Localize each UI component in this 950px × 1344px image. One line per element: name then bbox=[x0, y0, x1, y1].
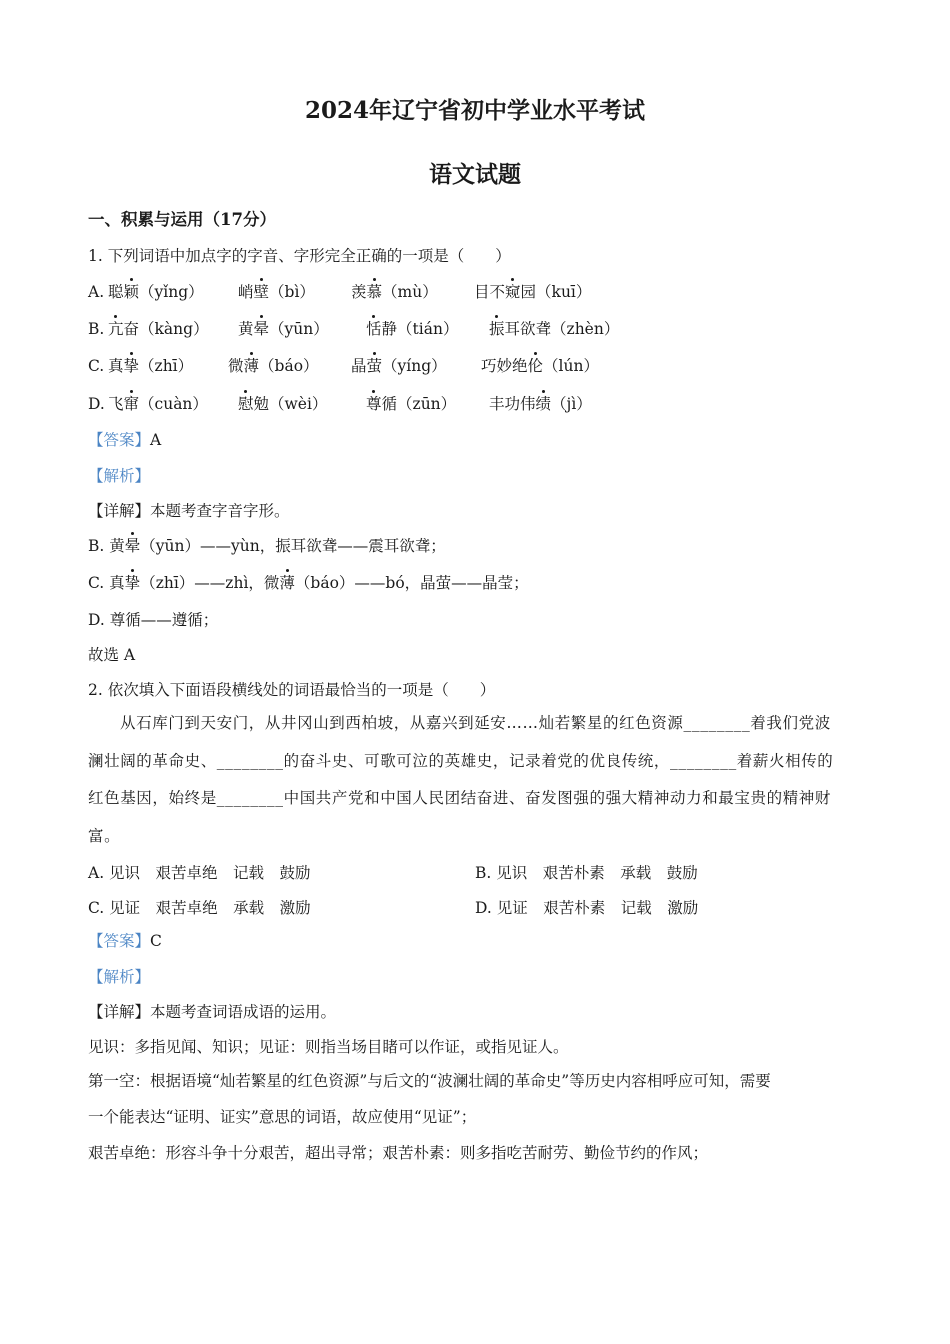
document-title: 2024年辽宁省初中学业水平考试 bbox=[304, 97, 645, 124]
q2-option-a: A. 见识 艰苦卓绝 记载 鼓励 bbox=[88, 864, 311, 882]
option-word-dot: 萤 bbox=[366, 357, 383, 375]
answer-tag: 【答案】 bbox=[88, 431, 151, 449]
question-2-stem: 2. 依次填入下面语段横线处的词语最恰当的一项是（ ） bbox=[88, 681, 496, 699]
option-word-dot: 壁 bbox=[253, 283, 270, 301]
option-label: B. bbox=[88, 320, 105, 338]
option-word-py: （mù） bbox=[382, 283, 438, 301]
option-word-pre: 黄 bbox=[238, 320, 254, 338]
option-word-py: （báo） bbox=[259, 357, 319, 375]
option-word-py: （yíng） bbox=[382, 357, 447, 375]
option-word bbox=[474, 282, 591, 302]
option-word-pre: 目不 bbox=[474, 283, 506, 301]
question-2-passage bbox=[88, 705, 864, 855]
option-word bbox=[351, 282, 438, 302]
explanation-c-dot: 挚 bbox=[124, 574, 141, 592]
option-word-dot: 挚 bbox=[123, 357, 140, 375]
option-word-dot: 薄 bbox=[243, 357, 260, 375]
q2-option-b: B. 见识 艰苦朴素 承载 鼓励 bbox=[475, 864, 698, 882]
option-word-pre: 峭 bbox=[238, 283, 254, 301]
detail-line: 【详解】本题考查字音字形。 bbox=[88, 502, 290, 520]
explanation-c-pre: C. 真 bbox=[88, 574, 125, 592]
option-word-pre: 聪 bbox=[108, 283, 124, 301]
option-word-py: （cuàn） bbox=[139, 395, 208, 413]
option-word-py: （kuī） bbox=[536, 283, 592, 301]
question-1-stem: 1. 下列词语中加点字的字音、字形完全正确的一项是（ ） bbox=[88, 247, 511, 265]
option-word-py: （zhèn） bbox=[551, 320, 620, 338]
option-word-post: 静 bbox=[381, 320, 398, 338]
option-word bbox=[228, 356, 319, 376]
explanation-c-dot2: 薄 bbox=[279, 574, 295, 592]
q2-explanation-line: 一个能表达“证明、证实”意思的词语，故应使用“见证”； bbox=[88, 1108, 477, 1126]
option-word bbox=[238, 394, 327, 414]
q2-detail-line: 【详解】本题考查词语成语的运用。 bbox=[88, 1003, 337, 1021]
option-word-pre: 微 bbox=[228, 357, 244, 375]
q2-explanation-line: 见识：多指见闻、知识；见证：则指当场目睹可以作证，或指见证人。 bbox=[88, 1038, 569, 1056]
option-word-dot: 窜 bbox=[123, 395, 140, 413]
option-word-post: 奋 bbox=[123, 320, 140, 338]
option-word-dot: 晕 bbox=[253, 320, 270, 338]
option-word-pre: 巧妙绝 bbox=[481, 357, 528, 375]
q2-option-d: D. 见证 艰苦朴素 记载 激励 bbox=[475, 899, 699, 917]
option-word bbox=[108, 319, 209, 339]
explanation-b-post: （yūn）——yùn，振耳欲聋——震耳欲聋； bbox=[140, 537, 446, 555]
option-word-dot: 颖 bbox=[123, 283, 140, 301]
option-word bbox=[366, 319, 458, 339]
option-word bbox=[238, 319, 329, 339]
answer-tag: 【答案】 bbox=[88, 932, 151, 950]
analysis-tag: 【解析】 bbox=[88, 467, 151, 485]
explanation-b-dot: 晕 bbox=[124, 537, 141, 555]
option-word-pre: 真 bbox=[108, 357, 124, 375]
document-subtitle: 语文试题 bbox=[429, 161, 521, 188]
option-word-post: 循 bbox=[381, 395, 398, 413]
option-word-py: （zūn） bbox=[397, 395, 457, 413]
explanation-d: D. 尊循——遵循； bbox=[88, 611, 219, 629]
option-word-py: （zhī） bbox=[139, 357, 194, 375]
option-word-py: （yūn） bbox=[269, 320, 329, 338]
conclusion-line: 故选 A bbox=[88, 646, 136, 664]
option-word-py: （kàng） bbox=[139, 320, 209, 338]
option-word bbox=[238, 282, 315, 302]
answer-value: C bbox=[150, 932, 162, 950]
passage-line: 从石库门到天安门，从井冈山到西柏坡，从嘉兴到延安……灿若繁星的红色资源________着我们党波 bbox=[120, 714, 831, 732]
answer-value: A bbox=[150, 431, 162, 449]
option-word-py: （bì） bbox=[269, 283, 315, 301]
option-label: A. bbox=[88, 283, 105, 301]
answer-line bbox=[88, 430, 161, 450]
option-word-py: （tián） bbox=[397, 320, 459, 338]
option-word-dot: 窥 bbox=[505, 283, 521, 301]
option-word-dot: 尊 bbox=[366, 395, 382, 413]
option-word-dot: 恬 bbox=[366, 320, 382, 338]
option-word bbox=[108, 394, 208, 414]
option-word-dot: 亢 bbox=[108, 320, 124, 338]
option-word-pre: 晶 bbox=[351, 357, 367, 375]
option-word-post: 耳欲聋 bbox=[504, 320, 552, 338]
option-word-py: （jì） bbox=[551, 395, 592, 413]
section-heading: 一、积累与运用（17分） bbox=[88, 210, 276, 229]
option-word-post: 勉 bbox=[253, 395, 270, 413]
q2-analysis-tag: 【解析】 bbox=[88, 968, 151, 986]
q2-option-c: C. 见证 艰苦卓绝 承载 激励 bbox=[88, 899, 311, 917]
option-word-py: （wèi） bbox=[269, 395, 328, 413]
q2-explanation-line: 艰苦卓绝：形容斗争十分艰苦，超出寻常；艰苦朴素：则多指吃苦耐劳、勤俭节约的作风； bbox=[88, 1144, 709, 1162]
option-word-dot: 伦 bbox=[527, 357, 544, 375]
option-word-post: 园 bbox=[520, 283, 537, 301]
option-word bbox=[351, 356, 447, 376]
option-word bbox=[481, 356, 599, 376]
option-word-pre: 丰功伟 bbox=[489, 395, 536, 413]
option-word bbox=[108, 282, 204, 302]
passage-line: 澜壮阔的革命史、________的奋斗史、可歌可泣的英雄史，记录着党的优良传统，________着薪火相传的 bbox=[88, 751, 834, 770]
explanation-c-mid: （zhī）——zhì，微 bbox=[140, 574, 280, 592]
option-word-py: （lún） bbox=[543, 357, 599, 375]
option-word bbox=[489, 394, 592, 414]
option-word bbox=[489, 319, 619, 339]
option-word-dot: 慰 bbox=[238, 395, 254, 413]
option-word bbox=[108, 356, 193, 376]
explanation-b-pre: B. 黄 bbox=[88, 537, 125, 555]
option-word bbox=[366, 394, 456, 414]
explanation-c bbox=[88, 573, 529, 593]
q2-answer-line bbox=[88, 931, 162, 951]
passage-line: 红色基因，始终是________中国共产党和中国人民团结奋进、奋发图强的强大精神动力和最宝贵的精神财 bbox=[88, 789, 832, 807]
q2-explanation-line: 第一空：根据语境“灿若繁星的红色资源”与后文的“波澜壮阔的革命史”等历史内容相呼应可知，需要 bbox=[88, 1072, 771, 1090]
option-word-dot: 绩 bbox=[535, 395, 552, 413]
passage-line: 富。 bbox=[88, 826, 121, 845]
option-label: C. bbox=[88, 357, 105, 375]
option-word-dot: 慕 bbox=[366, 283, 383, 301]
option-word-dot: 振 bbox=[489, 320, 505, 338]
option-label: D. bbox=[88, 395, 105, 413]
option-word-py: （yǐng） bbox=[139, 283, 204, 301]
explanation-c-post: （báo）——bó，晶萤——晶莹； bbox=[294, 574, 529, 592]
option-word-pre: 羡 bbox=[351, 283, 367, 301]
explanation-b bbox=[88, 536, 446, 556]
option-word-pre: 飞 bbox=[108, 395, 124, 413]
